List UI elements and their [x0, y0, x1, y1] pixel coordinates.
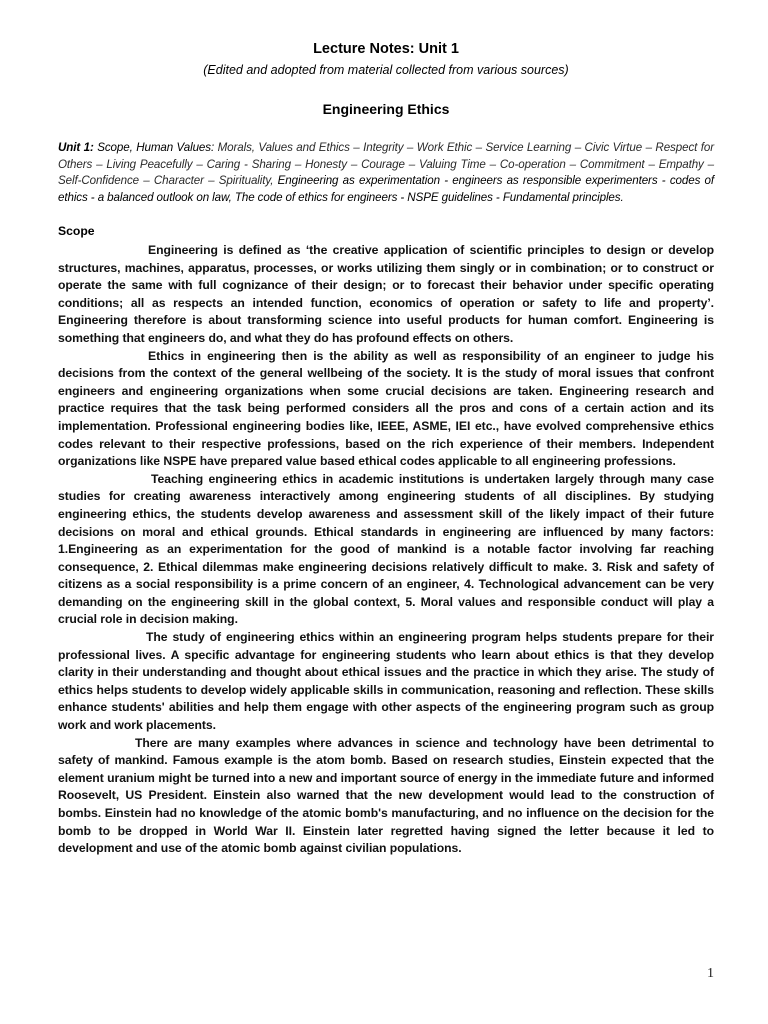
scope-paragraph-3: Teaching engineering ethics in academic institutions is undertaken largely through many case studies for creating awareness interactively among engineering students of all disciplines. By studying engineering ethics, the students develop awareness and assessment skill of the likely impact of their future decisions on moral and ethical grounds. Ethical standards in engineering are influenced by many factors: 1.Engineering as an experimentation for the good of mankind is a notable factor involving far reaching consequence, 2. Ethical dilemmas make engineering decisions relatively difficult to make. 3. Risk and safety of citizens as a social responsibility is a prime concern of an engineer, 4. Technological advancement can be very demanding on the engineering skill in the global context, 5. Moral values and responsible conduct will play a crucial role in decision making. — [58, 471, 714, 627]
unit-topics: Morals, Values and Ethics – Integrity – Work Ethic – Service Learning – Civic Virtue – Respect for Others – Living Peacefully – Caring - Sharing – Honesty – Courage – Valuing Time – Co-operation – Commitment – Empathy – Self-Confidence – Character – Spirituality, — [58, 141, 714, 187]
unit-experimentation: Engineering as experimentation - engineers as responsible experimenters - codes of ethics - a balanced outlook on law, — [58, 174, 715, 204]
document-page — [58, 40, 714, 858]
scope-paragraph-5: There are many examples where advances in science and technology have been detrimental to safety of mankind. Famous example is the atom bomb. Based on research studies, Einstein expected that the element uranium might be turned into a new and important source of energy in the immediate future and informed Roosevelt, US President. Einstein also warned that the new development would lead to the construction of bombs. Einstein had no knowledge of the atomic bomb's manufacturing, and no influence on the decision for the bomb to be dropped in World War II. Einstein later regretted having signed the letter because it led to development and use of the atomic bomb against civilian populations. — [58, 735, 714, 856]
scope-paragraph-4: The study of engineering ethics within an engineering program helps students prepare for their professional lives. A specific advantage for engineering students who learn about ethics is that they develop clarity in their understanding and thought about ethical issues and the practice in which they arise. The study of ethics helps students to develop widely applicable skills in communication, reasoning and reflection. These skills enhance students' abilities and help them engage with other aspects of the engineering program such as group work and work placements. — [58, 630, 714, 733]
unit-syllabus — [58, 140, 714, 206]
scope-paragraph-1: Engineering is defined as ‘the creative application of scientific principles to design or develop structures, machines, apparatus, processes, or works utilizing them singly or in combination; or to construct or operate the same with full cognizance of their design; or to forecast their behavior under specific operating conditions; all as respects an intended function, economics of operation or safety to life and property’. Engineering therefore is about transforming science into useful products for human comfort. Engineering is something that engineers do, and what they do has profound effects on others. — [58, 243, 714, 345]
scope-paragraph-2: Ethics in engineering then is the ability as well as responsibility of an engineer to judge his decisions from the context of the general wellbeing of the society. It is the study of moral issues that confront engineers and engineering organizations when some crucial decisions are taken. Engineering research and practice requires that the task being performed considers all the pros and cons of a certain action and its implementation. Professional engineering bodies like, IEEE, ASME, IEI etc., have evolved comprehensive ethics codes relevant to their respective professions, based on the rich experience of their members. Independent organizations like NSPE have prepared value based ethical codes applicable to all engineering professions. — [58, 348, 714, 469]
page-number: 1 — [707, 966, 714, 981]
section-title: Engineering Ethics — [322, 101, 450, 117]
page-subtitle: (Edited and adopted from material collected from various sources) — [203, 63, 569, 77]
unit-lead: Unit 1: — [58, 141, 94, 154]
scope-heading: Scope — [58, 224, 95, 238]
page-title: Lecture Notes: Unit 1 — [313, 41, 459, 57]
unit-code-of-ethics: The code of ethics for engineers - NSPE guidelines - Fundamental principles. — [234, 190, 624, 204]
unit-human-values: Human Values: — [136, 141, 215, 154]
unit-scope-word: Scope, — [93, 141, 137, 154]
